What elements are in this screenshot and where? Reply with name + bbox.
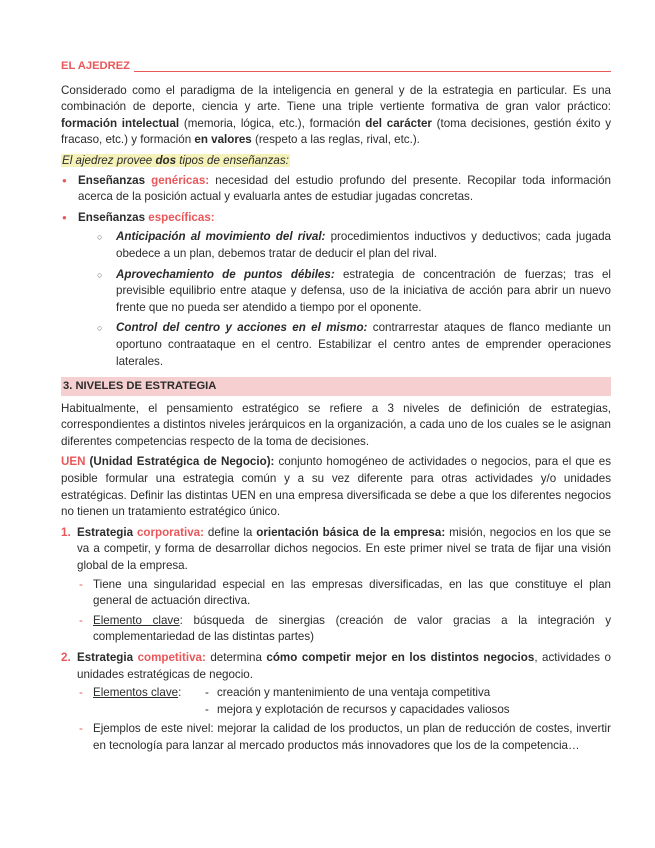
bullet-underline: Elemento clave bbox=[93, 613, 180, 627]
list-item bbox=[77, 721, 611, 754]
item-term: Aprovechamiento de puntos débiles: bbox=[116, 267, 335, 281]
corporativa-bullets bbox=[77, 577, 611, 646]
level-number: 2. bbox=[61, 651, 71, 664]
teachings-bold: dos bbox=[155, 153, 177, 167]
competitiva-bullets bbox=[77, 685, 611, 754]
section-heading-niveles: 3. NIVELES DE ESTRATEGIA bbox=[61, 377, 611, 396]
level-label: Estrategia bbox=[77, 525, 137, 539]
uen-text: conjunto homogéneo de actividades o negocios, para el que es posible formular una estrategia común y a su vez diferente para otras actividades y/o unidades estratégicas. Definir las distintas UEN en una empresa diversificada se debe a que los diferentes negocios no tienen un tratamiento estratégico único. bbox=[61, 455, 611, 519]
specific-sublist bbox=[78, 229, 611, 370]
level-competitiva bbox=[61, 650, 611, 755]
teachings-list bbox=[61, 173, 611, 371]
list-item-generic bbox=[61, 173, 611, 206]
item-text: estrategia de concentración de fuerzas; tras el previsible equilibrio entre ataque y defensa, uso de la iniciativa de acción para abrir un nuevo frente que no pueda ser atendido a tiempo por el oponente. bbox=[116, 267, 611, 314]
level-corporativa bbox=[61, 525, 611, 646]
level-text-1: define la bbox=[203, 525, 257, 539]
teachings-highlight bbox=[61, 154, 290, 167]
intro-paragraph bbox=[61, 83, 611, 149]
teachings-pre: El ajedrez provee bbox=[62, 153, 156, 167]
level-bold: cómo competir mejor en los distintos negocios bbox=[266, 651, 535, 664]
list-item: - mejora y explotación de recursos y capacidades valiosos bbox=[205, 702, 510, 719]
elements-sublist bbox=[205, 685, 510, 718]
intro-text-2: (memoria, lógica, etc.), formación bbox=[179, 116, 366, 130]
heading-rule bbox=[134, 71, 611, 72]
level-label: Estrategia bbox=[77, 651, 138, 664]
list-item bbox=[77, 613, 611, 646]
intro-bold-2: del carácter bbox=[365, 116, 432, 130]
intro-bold-3: en valores bbox=[194, 133, 252, 147]
teachings-line bbox=[61, 153, 611, 170]
list-item bbox=[94, 320, 611, 370]
level-text-1: determina bbox=[205, 651, 267, 664]
item-text: contrarrestar ataques de flanco mediante un oportuno contraataque en el centro. Estabilizar el centro antes de emprender operaciones laterales. bbox=[116, 321, 611, 368]
intro-text-4: (respeto a las reglas, rival, etc.). bbox=[251, 133, 420, 147]
heading-title: EL AJEDREZ bbox=[61, 60, 131, 72]
uen-bold: (Unidad Estratégica de Negocio): bbox=[85, 455, 275, 469]
levels-list bbox=[61, 525, 611, 755]
list-item-specific bbox=[61, 210, 611, 370]
list-item: - creación y mantenimiento de una ventaja competitiva bbox=[205, 685, 510, 702]
level-colored: competitiva: bbox=[137, 651, 206, 664]
level-bold: orientación básica de la empresa: bbox=[256, 525, 446, 539]
elements-label: Elementos clave bbox=[93, 686, 179, 700]
intro-text-1: Considerado como el paradigma de la inteligencia en general y de la estrategia en particular. Es una combinación de deporte, ciencia y arte. Tiene una triple vertiente formativa de gran valor práctico: bbox=[61, 83, 611, 114]
uen-abbr: UEN bbox=[61, 455, 86, 469]
section-heading-ajedrez bbox=[61, 58, 611, 75]
generic-colored: genéricas: bbox=[151, 173, 210, 187]
item-text: procedimientos inductivos y deductivos; cada jugada obedece a un plan, debemos tratar de deducir el plan del rival. bbox=[116, 230, 611, 260]
level-number: 1. bbox=[61, 525, 71, 539]
section3-intro: Habitualmente, el pensamiento estratégico se refiere a 3 niveles de definición de estrategias, correspondientes a distintos niveles jerárquicos en la organización, a cada uno de los cuales se le asignan diferentes competencias respecto de la toma de decisiones. bbox=[61, 401, 611, 448]
item-term: Anticipación al movimiento del rival: bbox=[116, 230, 326, 244]
list-item bbox=[77, 685, 611, 718]
intro-text-3: (toma decisiones, gestión éxito y fracaso, etc.) y formación bbox=[61, 116, 611, 147]
level-text-2: misión, negocios en los que se va a competir, y forma de desarrollar dichos negocios. En este primer nivel se trata de fijar una visión global de la empresa. bbox=[77, 525, 611, 573]
intro-bold-1: formación intelectual bbox=[61, 116, 180, 130]
teachings-post: tipos de enseñanzas: bbox=[176, 153, 289, 167]
specific-colored: específicas: bbox=[148, 210, 215, 224]
item-term: Control del centro y acciones en el mismo: bbox=[116, 321, 368, 335]
bullet-text: Tiene una singularidad especial en las empresas diversificadas, en las que constituye el plan general de actuación directiva. bbox=[93, 577, 611, 608]
elements-label-wrap: - Elementos clave: bbox=[93, 686, 182, 700]
generic-text: necesidad del estudio profundo del presente. Recopilar toda información acerca de la posición actual y evaluarla antes de estudiar jugadas concretas. bbox=[78, 173, 611, 204]
level-colored: corporativa: bbox=[136, 525, 204, 539]
generic-label: Enseñanzas bbox=[78, 173, 152, 187]
list-item bbox=[94, 229, 611, 262]
list-item bbox=[77, 577, 611, 610]
level-text-2: , actividades o unidades estratégicas de negocio. bbox=[77, 651, 611, 681]
list-item bbox=[94, 267, 611, 317]
uen-paragraph bbox=[61, 454, 611, 520]
example-text: Ejemplos de este nivel: mejorar la calidad de los productos, un plan de reducción de costes, invertir en tecnología para lanzar al mercado productos más innovadores que los de la competencia… bbox=[93, 722, 611, 752]
bullet-text: : búsqueda de sinergias (creación de valor gracias a la integración y complementariedad de las distintas partes) bbox=[93, 613, 612, 644]
specific-label: Enseñanzas bbox=[78, 210, 149, 224]
